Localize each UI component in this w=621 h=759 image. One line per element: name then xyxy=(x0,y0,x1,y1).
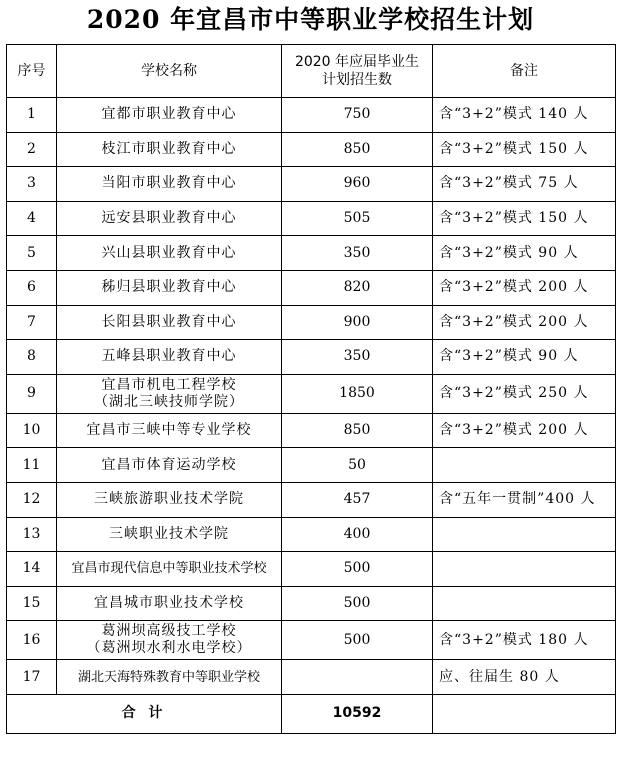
table-row xyxy=(7,98,616,133)
cell-enrollment-plan: 500 xyxy=(282,621,433,660)
school-name-line: （湖北三峡技师学院） xyxy=(94,393,244,410)
cell-enrollment-plan: 900 xyxy=(282,305,433,340)
cell-remarks: 含“3+2”模式 200 人 xyxy=(433,413,616,448)
cell-school-name xyxy=(57,413,282,448)
cell-remarks: 含“五年一贯制”400 人 xyxy=(433,482,616,517)
school-name-line: 宜昌城市职业技术学校 xyxy=(94,595,244,612)
cell-school-name xyxy=(57,660,282,695)
school-name-line: 兴山县职业教育中心 xyxy=(101,244,237,261)
table-row xyxy=(7,517,616,552)
cell-school-name xyxy=(57,374,282,413)
cell-enrollment-plan: 350 xyxy=(282,340,433,375)
cell-school-name xyxy=(57,517,282,552)
cell-enrollment-plan xyxy=(282,660,433,695)
school-name-line: 五峰县职业教育中心 xyxy=(101,348,237,365)
school-name-line: 长阳县职业教育中心 xyxy=(101,313,237,330)
cell-enrollment-plan: 820 xyxy=(282,270,433,305)
cell-remarks: 含“3+2”模式 90 人 xyxy=(433,340,616,375)
cell-serial-number: 3 xyxy=(7,167,57,202)
cell-remarks xyxy=(433,552,616,587)
cell-remarks: 含“3+2”模式 150 人 xyxy=(433,201,616,236)
table-row xyxy=(7,448,616,483)
school-name-line: 枝江市职业教育中心 xyxy=(101,140,237,157)
total-label: 合 计 xyxy=(7,694,282,733)
school-name-line: 远安县职业教育中心 xyxy=(101,210,237,227)
cell-remarks xyxy=(433,517,616,552)
total-enrollment-plan: 10592 xyxy=(282,694,433,733)
table-row xyxy=(7,660,616,695)
table-row xyxy=(7,305,616,340)
school-name-line: 湖北天海特殊教育中等职业学校 xyxy=(77,669,260,685)
cell-school-name xyxy=(57,340,282,375)
cell-school-name xyxy=(57,236,282,271)
cell-remarks: 含“3+2”模式 150 人 xyxy=(433,132,616,167)
page-title: 2020 年宜昌市中等职业学校招生计划 xyxy=(86,5,535,34)
school-name-line: 宜都市职业教育中心 xyxy=(101,106,237,123)
cell-serial-number: 10 xyxy=(7,413,57,448)
table-row xyxy=(7,340,616,375)
school-name-line: 秭归县职业教育中心 xyxy=(101,279,237,296)
cell-remarks: 含“3+2”模式 200 人 xyxy=(433,305,616,340)
cell-school-name xyxy=(57,448,282,483)
cell-enrollment-plan: 750 xyxy=(282,98,433,133)
cell-remarks xyxy=(433,586,616,621)
header-plan-line1: 2020 年应届毕业生 xyxy=(294,54,420,70)
school-name-line: 葛洲坝高级技工学校 xyxy=(101,623,237,640)
header-plan-line2: 计划招生数 xyxy=(322,72,392,88)
cell-remarks: 含“3+2”模式 140 人 xyxy=(433,98,616,133)
cell-enrollment-plan: 850 xyxy=(282,413,433,448)
header-school-name: 学校名称 xyxy=(57,45,282,98)
cell-serial-number: 7 xyxy=(7,305,57,340)
cell-serial-number: 11 xyxy=(7,448,57,483)
school-name-line: 宜昌市体育运动学校 xyxy=(101,456,237,473)
cell-serial-number: 8 xyxy=(7,340,57,375)
cell-serial-number: 4 xyxy=(7,201,57,236)
school-name-line: 三峡旅游职业技术学院 xyxy=(94,491,244,508)
cell-school-name xyxy=(57,305,282,340)
table-row xyxy=(7,413,616,448)
cell-remarks: 应、往届生 80 人 xyxy=(433,660,616,695)
cell-serial-number: 17 xyxy=(7,660,57,695)
cell-school-name xyxy=(57,552,282,587)
enrollment-plan-table xyxy=(6,44,616,734)
cell-enrollment-plan: 505 xyxy=(282,201,433,236)
cell-remarks: 含“3+2”模式 90 人 xyxy=(433,236,616,271)
cell-enrollment-plan: 50 xyxy=(282,448,433,483)
cell-enrollment-plan: 850 xyxy=(282,132,433,167)
school-name-line: 当阳市职业教育中心 xyxy=(101,175,237,192)
table-row xyxy=(7,167,616,202)
cell-school-name xyxy=(57,586,282,621)
cell-serial-number: 6 xyxy=(7,270,57,305)
cell-serial-number: 14 xyxy=(7,552,57,587)
table-row xyxy=(7,374,616,413)
cell-serial-number: 13 xyxy=(7,517,57,552)
cell-serial-number: 1 xyxy=(7,98,57,133)
cell-remarks: 含“3+2”模式 250 人 xyxy=(433,374,616,413)
table-row xyxy=(7,201,616,236)
cell-serial-number: 15 xyxy=(7,586,57,621)
school-name-line: （葛洲坝水利水电学校） xyxy=(86,640,252,657)
cell-school-name xyxy=(57,98,282,133)
cell-serial-number: 2 xyxy=(7,132,57,167)
total-remarks xyxy=(433,694,616,733)
total-row xyxy=(7,694,616,733)
table-row xyxy=(7,482,616,517)
cell-school-name xyxy=(57,167,282,202)
cell-school-name xyxy=(57,621,282,660)
cell-enrollment-plan: 457 xyxy=(282,482,433,517)
cell-serial-number: 9 xyxy=(7,374,57,413)
table-body xyxy=(7,98,616,734)
cell-remarks: 含“3+2”模式 180 人 xyxy=(433,621,616,660)
cell-remarks: 含“3+2”模式 75 人 xyxy=(433,167,616,202)
cell-school-name xyxy=(57,270,282,305)
cell-serial-number: 5 xyxy=(7,236,57,271)
cell-enrollment-plan: 500 xyxy=(282,552,433,587)
school-name-line: 宜昌市机电工程学校 xyxy=(101,376,237,393)
cell-remarks xyxy=(433,448,616,483)
table-row xyxy=(7,621,616,660)
table-row xyxy=(7,132,616,167)
table-header-row xyxy=(7,45,616,98)
table-row xyxy=(7,552,616,587)
cell-serial-number: 12 xyxy=(7,482,57,517)
table-row xyxy=(7,236,616,271)
cell-enrollment-plan: 400 xyxy=(282,517,433,552)
school-name-line: 三峡职业技术学院 xyxy=(109,525,229,542)
table-row xyxy=(7,586,616,621)
cell-enrollment-plan: 1850 xyxy=(282,374,433,413)
cell-enrollment-plan: 350 xyxy=(282,236,433,271)
school-name-line: 宜昌市三峡中等专业学校 xyxy=(86,422,252,439)
header-remarks: 备注 xyxy=(433,45,616,98)
table-row xyxy=(7,270,616,305)
cell-school-name xyxy=(57,201,282,236)
cell-remarks: 含“3+2”模式 200 人 xyxy=(433,270,616,305)
school-name-line: 宜昌市现代信息中等职业技术学校 xyxy=(71,561,267,577)
header-enrollment-plan xyxy=(282,45,433,98)
cell-serial-number: 16 xyxy=(7,621,57,660)
cell-school-name xyxy=(57,482,282,517)
cell-enrollment-plan: 500 xyxy=(282,586,433,621)
cell-enrollment-plan: 960 xyxy=(282,167,433,202)
cell-school-name xyxy=(57,132,282,167)
header-serial-number: 序号 xyxy=(7,45,57,98)
